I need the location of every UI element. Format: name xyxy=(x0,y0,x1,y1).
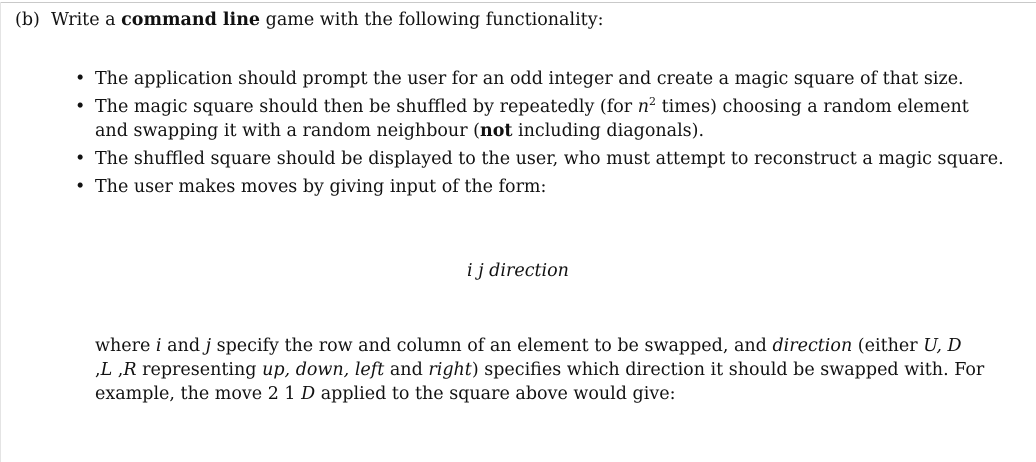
bullet-icon: • xyxy=(75,97,86,117)
para-text: , xyxy=(117,360,124,380)
heading-bold-term: command line xyxy=(121,10,261,30)
para-text: representing xyxy=(142,360,257,380)
para-var-direction: direction xyxy=(772,336,853,356)
bullet-icon: • xyxy=(75,149,86,169)
para-word-left: left xyxy=(354,360,385,380)
para-text: (either xyxy=(857,336,918,356)
bullet-text-2-mid: times) choosing a random element and swapping it with a random neighbour ( xyxy=(95,97,969,141)
para-word-right: right xyxy=(428,360,472,380)
bullet-text-4: The user makes moves by giving input of the form: xyxy=(95,177,547,197)
bullet-text-2-var: n xyxy=(637,97,650,117)
list-item xyxy=(75,67,1005,91)
para-text: , xyxy=(95,360,101,380)
para-move-d: D xyxy=(301,384,316,404)
list-item xyxy=(75,147,1005,171)
heading-text-pre: Write a xyxy=(51,10,116,30)
para-var-l: L xyxy=(100,360,113,380)
list-item xyxy=(75,175,1005,199)
para-text: and xyxy=(167,336,201,356)
bullet-text-3: The shuffled square should be displayed to the user, who must attempt to reconstruct a magic square. xyxy=(95,149,1004,169)
bullet-text-2-bold: not xyxy=(479,121,513,141)
heading-text-post: game with the following functionality: xyxy=(265,10,604,30)
bullet-text-2-pre: The magic square should then be shuffled by repeatedly (for xyxy=(95,97,633,117)
para-var-u: U, xyxy=(923,336,942,356)
bullet-icon: • xyxy=(75,69,86,89)
para-var-r: R xyxy=(123,360,137,380)
para-text: applied to the square above would give: xyxy=(320,384,676,404)
para-word-up: up, xyxy=(262,360,291,380)
bullet-text-2-exp: 2 xyxy=(649,95,657,108)
para-text: and xyxy=(389,360,423,380)
top-rule xyxy=(0,2,1036,3)
para-var-j: j xyxy=(205,336,212,356)
bullet-text-1: The application should prompt the user for an odd integer and create a magic square of that size. xyxy=(95,69,964,89)
list-item xyxy=(75,95,1005,143)
para-word-down: down, xyxy=(295,360,350,380)
para-var-d: D xyxy=(947,336,962,356)
bullet-icon: • xyxy=(75,177,86,197)
para-text: where xyxy=(95,336,151,356)
bullet-text-2-post: including diagonals). xyxy=(518,121,705,141)
question-label: (b) xyxy=(15,10,40,30)
para-var-i: i xyxy=(155,336,162,356)
requirements-list xyxy=(75,67,1005,203)
question-heading xyxy=(15,8,604,32)
para-text: specify the row and column of an element to be swapped, and xyxy=(216,336,767,356)
input-format-formula: i j direction xyxy=(467,261,569,281)
explanation-paragraph xyxy=(95,334,1005,406)
para-text: ) specifies which direction it should be swapped with. For example, the move 2 1 xyxy=(95,360,985,404)
left-rule xyxy=(0,2,1,462)
